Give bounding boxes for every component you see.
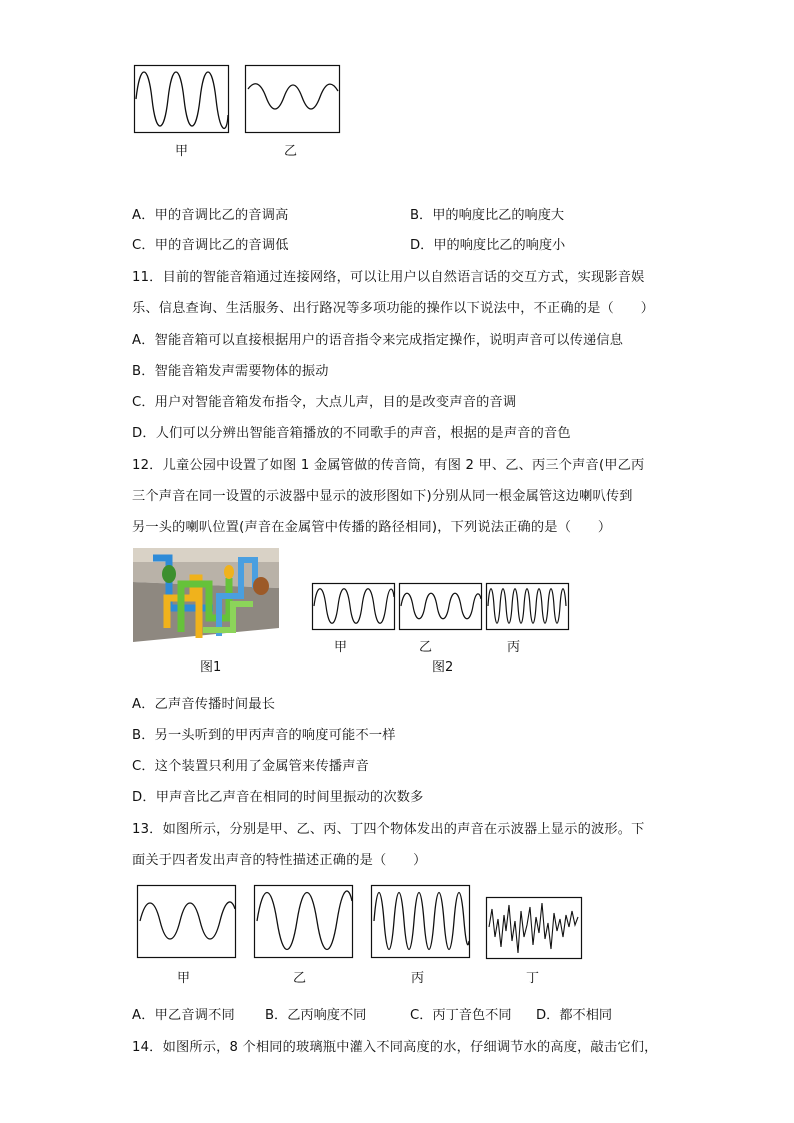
q12-stem-line1: 12．儿童公园中设置了如图 1 金属管做的传音筒，有图 2 甲、乙、丙三个声音(甲乙丙 bbox=[132, 458, 645, 473]
q10-option-b[interactable]: B．甲的响度比乙的响度大 bbox=[410, 208, 565, 223]
q11-option-d[interactable]: D．人们可以分辨出智能音箱播放的不同歌手的声音，根据的是声音的音色 bbox=[132, 426, 571, 441]
wave-curve bbox=[488, 589, 566, 624]
fig13-caption-jia: 甲 bbox=[177, 971, 191, 986]
q14-stem-line1: 14．如图所示，8 个相同的玻璃瓶中灌入不同高度的水，仔细调节水的高度，敲击它们， bbox=[132, 1040, 658, 1055]
wave-curve bbox=[140, 902, 235, 939]
q13-option-c[interactable]: C．丙丁音色不同 bbox=[410, 1008, 512, 1023]
figure1-pipe-photo bbox=[133, 548, 279, 642]
q13-stem-line1: 13．如图所示，分别是甲、乙、丙、丁四个物体发出的声音在示波器上显示的波形。下 bbox=[132, 822, 645, 837]
wave-noise bbox=[489, 903, 578, 953]
q10-option-c[interactable]: C．甲的音调比乙的音调低 bbox=[132, 238, 289, 253]
q13-option-d[interactable]: D．都不相同 bbox=[536, 1008, 613, 1023]
fig13-caption-yi: 乙 bbox=[293, 971, 307, 986]
q12-option-d[interactable]: D．甲声音比乙声音在相同的时间里振动的次数多 bbox=[132, 790, 424, 805]
waveform-yi-q10 bbox=[245, 65, 340, 133]
wave-curve bbox=[314, 589, 394, 624]
fig13-caption-bing: 丙 bbox=[411, 971, 425, 986]
q12-option-a[interactable]: A．乙声音传播时间最长 bbox=[132, 697, 276, 712]
q11-stem-line1: 11．目前的智能音箱通过连接网络，可以让用户以自然语言话的交互方式，实现影音娱 bbox=[132, 270, 645, 285]
fig13-caption-ding: 丁 bbox=[526, 971, 540, 986]
waveform-yi-q13 bbox=[254, 885, 353, 958]
q12-stem-line2: 三个声音在同一设置的示波器中显示的波形图如下)分别从同一根金属管这边喇叭传到 bbox=[132, 489, 633, 504]
q12-option-c[interactable]: C．这个装置只利用了金属管来传播声音 bbox=[132, 759, 369, 774]
q13-option-b[interactable]: B．乙丙响度不同 bbox=[265, 1008, 367, 1023]
waveform-jia-q12 bbox=[312, 583, 395, 630]
waveform-ding-q13 bbox=[486, 897, 582, 959]
wave-curve bbox=[401, 593, 481, 619]
waveform-yi-q12 bbox=[399, 583, 482, 630]
q10-option-d[interactable]: D．甲的响度比乙的响度小 bbox=[410, 238, 566, 253]
wave-curve bbox=[257, 891, 352, 949]
q13-stem-line2: 面关于四者发出声音的特性描述正确的是（ ） bbox=[132, 853, 427, 868]
figure2-label: 图2 bbox=[432, 660, 454, 675]
fig2-caption-bing: 丙 bbox=[507, 640, 521, 655]
waveform-bing-q12 bbox=[486, 583, 569, 630]
fig2-caption-jia: 甲 bbox=[334, 640, 348, 655]
waveform-jia-q13 bbox=[137, 885, 236, 958]
caption-jia: 甲 bbox=[175, 144, 189, 159]
waveform-jia-q10 bbox=[134, 65, 229, 133]
q11-stem-line2: 乐、信息查询、生活服务、出行路况等多项功能的操作以下说法中，不正确的是（ ） bbox=[132, 301, 655, 316]
wave-curve bbox=[136, 72, 228, 128]
q11-option-c[interactable]: C．用户对智能音箱发布指令，大点儿声，目的是改变声音的音调 bbox=[132, 395, 517, 410]
wave-curve bbox=[374, 893, 469, 950]
q10-option-a[interactable]: A．甲的音调比乙的音调高 bbox=[132, 208, 289, 223]
q12-stem-line3: 另一头的喇叭位置(声音在金属管中传播的路径相同)，下列说法正确的是（ ） bbox=[132, 520, 612, 535]
q12-option-b[interactable]: B．另一头听到的甲丙声音的响度可能不一样 bbox=[132, 728, 396, 743]
fig2-caption-yi: 乙 bbox=[419, 640, 433, 655]
wave-curve bbox=[248, 84, 338, 109]
figure1-label: 图1 bbox=[200, 660, 222, 675]
q11-option-a[interactable]: A．智能音箱可以直接根据用户的语音指令来完成指定操作，说明声音可以传递信息 bbox=[132, 333, 624, 348]
waveform-bing-q13 bbox=[371, 885, 470, 958]
q11-option-b[interactable]: B．智能音箱发声需要物体的振动 bbox=[132, 364, 329, 379]
q13-option-a[interactable]: A．甲乙音调不同 bbox=[132, 1008, 235, 1023]
caption-yi: 乙 bbox=[284, 144, 298, 159]
